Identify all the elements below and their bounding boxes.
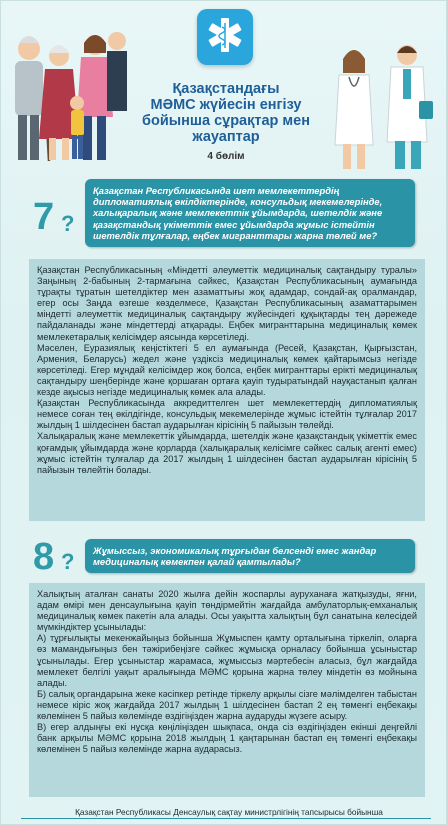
answer-paragraph: Қазақстан Республикасының «Міндетті әлеуметтік медициналық сақтандыру туралы» Заңының 2-бабының 2-тармағына сәйкес, Қазақстан Республикасының аумағында тұрақты тұратын шетелдіктер мен азаматтығы жоқ адамдар, сондай-ақ оралмандар, егер осы Заңда өзгеше көзделмесе, Қазақстан Республикасының азаматтарымен міндетті әлеуметтік медициналық сақтандыру жүйесіндегі құқықтарды тең дәрежеде пайдаланады және міндеттерді атқарады. Еңбек мигранттарына медициналық көмек мемлекетаралық келісімдер аясында көрсетіледі. (37, 265, 417, 342)
title-line: Қазақстандағы (172, 81, 280, 97)
header (1, 1, 447, 171)
doctors-illustration (319, 41, 444, 171)
star-of-life-logo (197, 9, 253, 65)
answer-box (29, 259, 425, 521)
question-mark-icon: ? (61, 211, 75, 236)
question-box: Жұмыссыз, экономикалық тұрғыдан белсенді емес жандар медициналық көмекпен қалай қамтылады? (85, 539, 415, 573)
footer-divider (21, 818, 431, 819)
answer-paragraph: Мәселен, Еуразиялық кеңістіктегі 5 ел аумағында (Ресей, Қазақстан, Қырғызстан, Армения, Беларусь) жедел және үздіксіз медициналық көмек қайтарымсыз негізде көрсетіледі. Егер мұндай келісімдер жоқ болса, еңбек мигранттары ерікті медициналық сақтандыру шеңберінде және қоршаған ортаға қауіп тудыратындай науқастанып қалған кезде ақысыз негізде медициналық көмек ала алады. (37, 342, 417, 398)
question-box: Қазақстан Республикасында шет мемлекеттердің дипломатиялық өкілдіктерінде, консульдық мекемелерінде, халықаралық және мемлекеттік ұйымдарда, шетелдік және қазақстандық үкіметтік емес ұйымдарда жұмыс істейтін шетелдік тұлғалар, еңбек мигранттары жарна төлей ме? (85, 179, 415, 247)
question-number: 8 (33, 536, 55, 578)
question-mark-icon: ? (61, 549, 75, 574)
title-line: МӘМС жүйесін енгізу (150, 97, 302, 113)
page-title (121, 81, 331, 145)
elderly-family-illustration (7, 11, 127, 171)
star-of-life-icon (205, 15, 245, 60)
section-label: 4 бөлім (207, 151, 245, 162)
answer-paragraph: А) тұрғылықты мекенжайыңыз бойынша Жұмыспен қамту орталығына тіркеліп, оларға өз мамандығыңыз бен тәжірибеңізге сәйкес жұмысқа орналасу бойынша ұсыныстар ұсынылады. Егер ұсыныстар жарамаса, жұмыссыз мәртебесін аласыз, бұл жағдайда мемлекет белгілі уақыт аралығында МӘМС қорына жарна төлеу міндетін өз мойнына алады. (37, 633, 417, 688)
title-line: жауаптар (192, 129, 260, 145)
answer-paragraph: В) егер алдыңғы екі нұсқа көңіліңізден шықпаса, онда сіз өздігіңізден екінші деңгейлі банк арқылы МӘМС қорына 2018 жылдың 1 қаңтарынан бастап ең төменгі еңбекақы көлемінен 5 пайыз көлемінде жарна аударасыз. (37, 722, 417, 755)
answer-paragraph: Б) салық органдарына жеке кәсіпкер ретінде тіркелу арқылы сізге мәлімделген табыстан немесе кіріс жоқ жағдайда 2017 жылдың 1 шілдесінен бастап 2 ең төменгі еңбекақы көлемінен 5 пайыз көлемінде өздігіңізден жарна аударуды жүзеге асыру. (37, 688, 417, 722)
footer-note: Қазақстан Республикасы Денсаулық сақтау министрлігінің тапсырысы бойынша (75, 807, 383, 817)
answer-box (29, 583, 425, 797)
question-number: 7 (33, 196, 55, 238)
answer-paragraph: Халықаралық және мемлекеттік ұйымдарда, шетелдік және қазақстандық үкіметтік емес қоғамдық ұйымдарда және қорларда (халықаралық келісімге сәйкес салық агенті емес) жұмыс істейтін тұлғалар да 2017 жылдың 1 шілдесінен бастап аударылған кірісінің 5 пайызын төлейтін болады. (37, 431, 417, 475)
title-line: бойынша сұрақтар мен (142, 113, 310, 129)
answer-paragraph: Қазақстан Республикасында аккредиттелген шет мемлекеттердің дипломатиялық немесе соған тең өкілдігінде, консульдық мекемелерінде жұмыс істейтін тұлғалар 2017 жылдың 1 шілдесінен бастап аударылған кірісінің 5 пайызын төлейді. (37, 398, 417, 431)
answer-paragraph: Халықтың аталған санаты 2020 жылға дейін жоспарлы ауруханаға жатқызуды, яғни, адам өмірі мен денсаулығына қауіп төндірмейтін жағдайда амбулаторлық-емханалық медициналық көмек пакетін ала алады. Осы уақытта халықтың бұл санатына келесідей мүмкіндіктер ұсынылады: (37, 589, 417, 633)
